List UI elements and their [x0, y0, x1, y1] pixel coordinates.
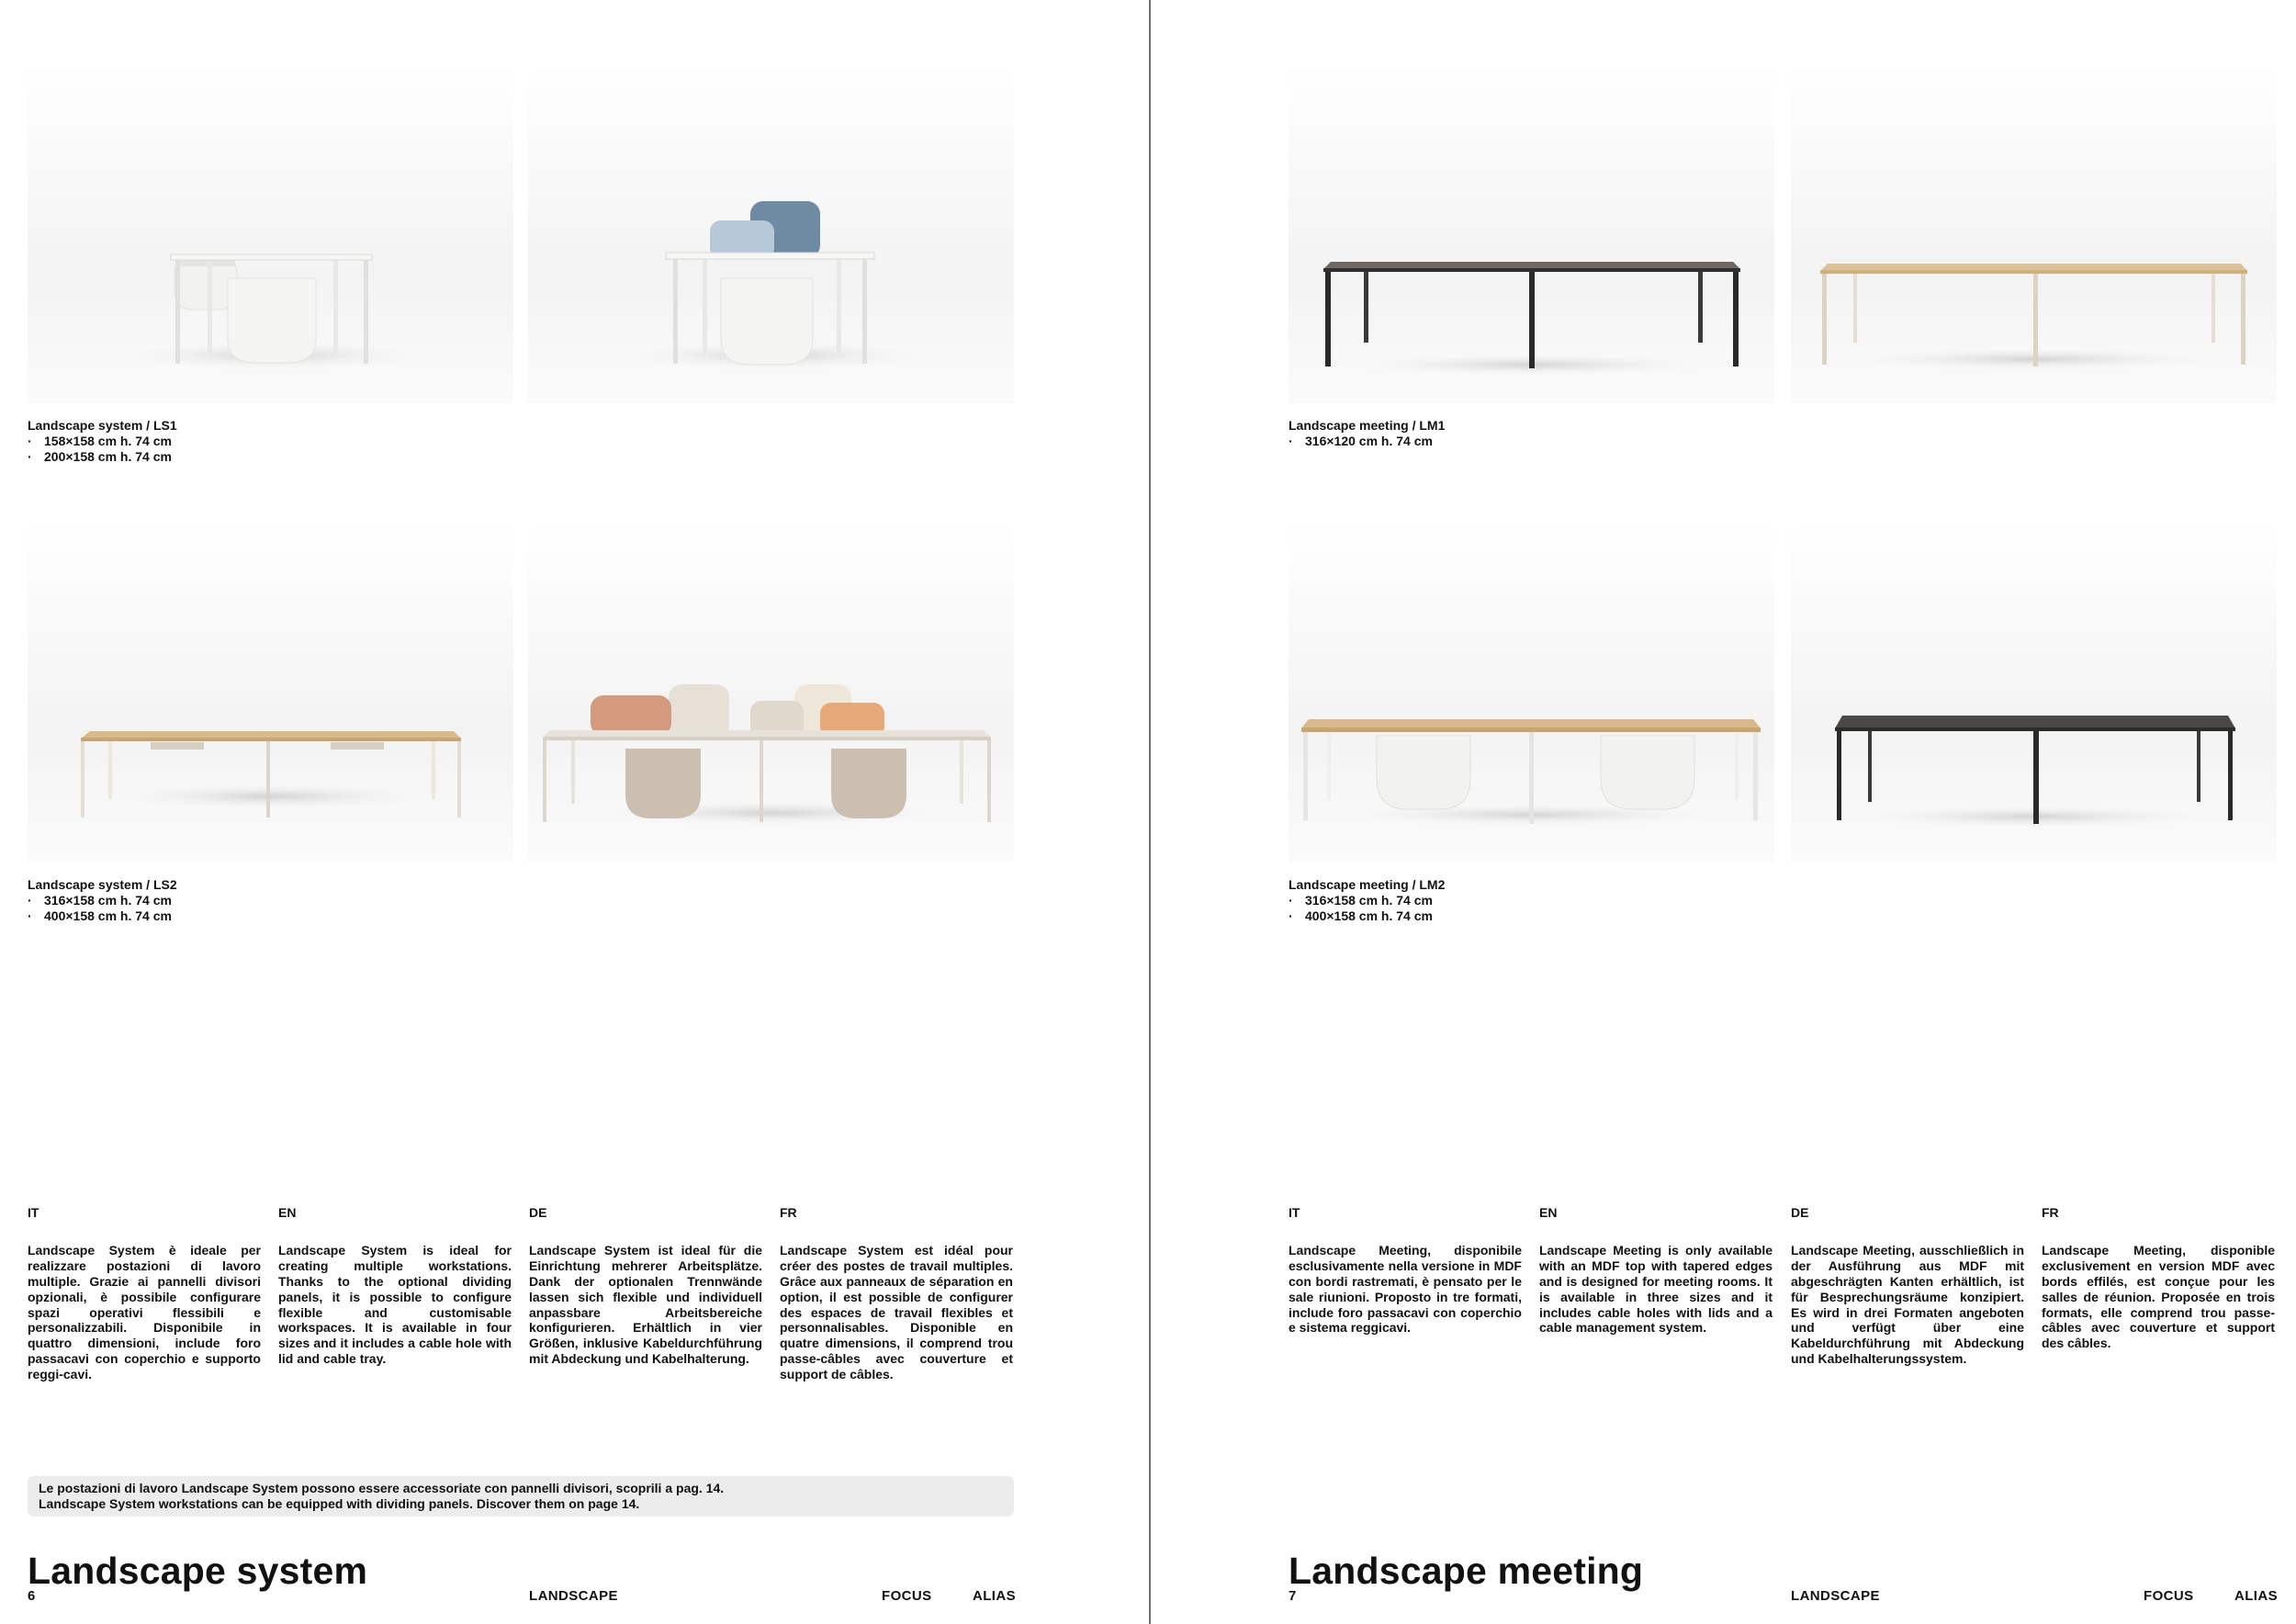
product-caption-ls1	[28, 418, 177, 465]
product-size: · 316×158 cm h. 74 cm	[28, 893, 177, 908]
product-size: · 316×120 cm h. 74 cm	[1289, 434, 1445, 449]
language-label: EN	[1539, 1205, 1558, 1220]
description-it	[1289, 1205, 1522, 1336]
description-it	[28, 1205, 261, 1382]
product-caption-lm2	[1289, 877, 1445, 924]
description-text: Landscape Meeting, disponibile esclusivamente nella versione in MDF con bordi rastremati, è pensato per le sale riunioni. Proposto in tre formati, include foro passacavi con coperchio e sistema reggicavi.	[1289, 1242, 1522, 1336]
footer-focus: FOCUS	[882, 1588, 932, 1604]
note-line-it: Le postazioni di lavoro Landscape System possono essere accessoriate con pannelli divisori, scoprili a pag. 14.	[39, 1481, 725, 1495]
product-name: Landscape system / LS2	[28, 877, 177, 892]
right-page	[1151, 0, 2296, 1624]
product-name: Landscape system / LS1	[28, 418, 177, 433]
description-fr	[2042, 1205, 2275, 1351]
product-photo-ls1-panels	[528, 62, 1014, 403]
note-line-en: Landscape System workstations can be equipped with dividing panels. Discover them on page 14.	[39, 1496, 640, 1511]
language-label: IT	[28, 1205, 39, 1220]
description-de	[1791, 1205, 2024, 1367]
product-photo-lm2-dark	[1791, 521, 2277, 863]
product-size: · 316×158 cm h. 74 cm	[1289, 893, 1445, 908]
description-text: Landscape Meeting is only available with an MDF top with tapered edges and is designed for meeting rooms. It is available in three sizes and it includes cable holes with lids and a cable management system.	[1539, 1242, 1773, 1336]
language-label: FR	[2042, 1205, 2059, 1220]
description-en	[278, 1205, 512, 1367]
description-text: Landscape System is ideal for creating multiple workstations. Thanks to the optional dividing panels, it is possible to configure flexible and customisable workspaces. It is available in four sizes and it includes a cable hole with lid and cable tray.	[278, 1242, 512, 1367]
page-number: 6	[28, 1588, 36, 1604]
page-title: Landscape system	[28, 1550, 368, 1592]
product-photo-lm1-dark	[1289, 62, 1774, 403]
page-title: Landscape meeting	[1289, 1550, 1644, 1592]
product-name: Landscape meeting / LM2	[1289, 877, 1446, 892]
description-text: Landscape System est idéal pour créer des postes de travail multiples. Grâce aux panneaux de séparation en option, il est possible de configurer des espaces de travail flexibles et personnalisables. Disponible en quatre dimensions, il comprend trou passe-câbles avec couverture et support de câbles.	[780, 1242, 1013, 1382]
product-name: Landscape meeting / LM1	[1289, 418, 1446, 433]
language-label: FR	[780, 1205, 797, 1220]
product-size: · 400×158 cm h. 74 cm	[28, 908, 177, 924]
product-photo-ls2-oak	[28, 521, 513, 863]
product-photo-ls1-plain	[28, 62, 513, 403]
description-de	[529, 1205, 762, 1367]
footer-focus: FOCUS	[2144, 1588, 2194, 1604]
accessory-note	[28, 1476, 1014, 1517]
language-label: EN	[278, 1205, 297, 1220]
product-size: · 400×158 cm h. 74 cm	[1289, 908, 1445, 924]
footer-section: LANDSCAPE	[1791, 1588, 1880, 1604]
page-number: 7	[1289, 1588, 1297, 1604]
language-label: DE	[529, 1205, 547, 1220]
product-size: · 200×158 cm h. 74 cm	[28, 449, 177, 465]
product-caption-lm1	[1289, 418, 1445, 449]
product-size: · 158×158 cm h. 74 cm	[28, 434, 177, 449]
description-en	[1539, 1205, 1773, 1336]
product-caption-ls2	[28, 877, 177, 924]
description-text: Landscape Meeting, disponible exclusivement en version MDF avec bords effilés, est conçue pour les salles de réunion. Proposée en trois formats, elle comprend trou passe-câbles avec couverture et support des câbles.	[2042, 1242, 2275, 1351]
description-text: Landscape System ist ideal für die Einrichtung mehrerer Arbeitsplätze. Dank der optionalen Trennwände lassen sich flexible und individuell anpassbare Arbeitsbereiche konfigurieren. Erhältlich in vier Größen, inklusive Kabeldurchführung mit Abdeckung und Kabelhalterung.	[529, 1242, 762, 1367]
product-photo-ls2-panels	[528, 521, 1014, 863]
footer-brand: ALIAS	[973, 1588, 1016, 1604]
footer-brand: ALIAS	[2234, 1588, 2278, 1604]
language-label: DE	[1791, 1205, 1809, 1220]
description-text: Landscape System è ideale per realizzare postazioni di lavoro multiple. Grazie ai pannelli divisori opzionali, è possibile configurare spazi operativi flessibili e personalizzabili. Disponibile in quattro dimensioni, include foro passacavi con coperchio e supporto reggi-cavi.	[28, 1242, 261, 1382]
footer-section: LANDSCAPE	[529, 1588, 618, 1604]
product-photo-lm1-oak	[1791, 62, 2277, 403]
description-fr	[780, 1205, 1013, 1382]
product-photo-lm2-oak	[1289, 521, 1774, 863]
language-label: IT	[1289, 1205, 1300, 1220]
description-text: Landscape Meeting, ausschließlich in der Ausführung aus MDF mit abgeschrägten Kanten erhältlich, ist für Besprechungsräume konzipiert. Es wird in drei Formaten angeboten und verfügt über eine Kabeldurchführung mit Abdeckung und Kabelhalterungssystem.	[1791, 1242, 2024, 1367]
